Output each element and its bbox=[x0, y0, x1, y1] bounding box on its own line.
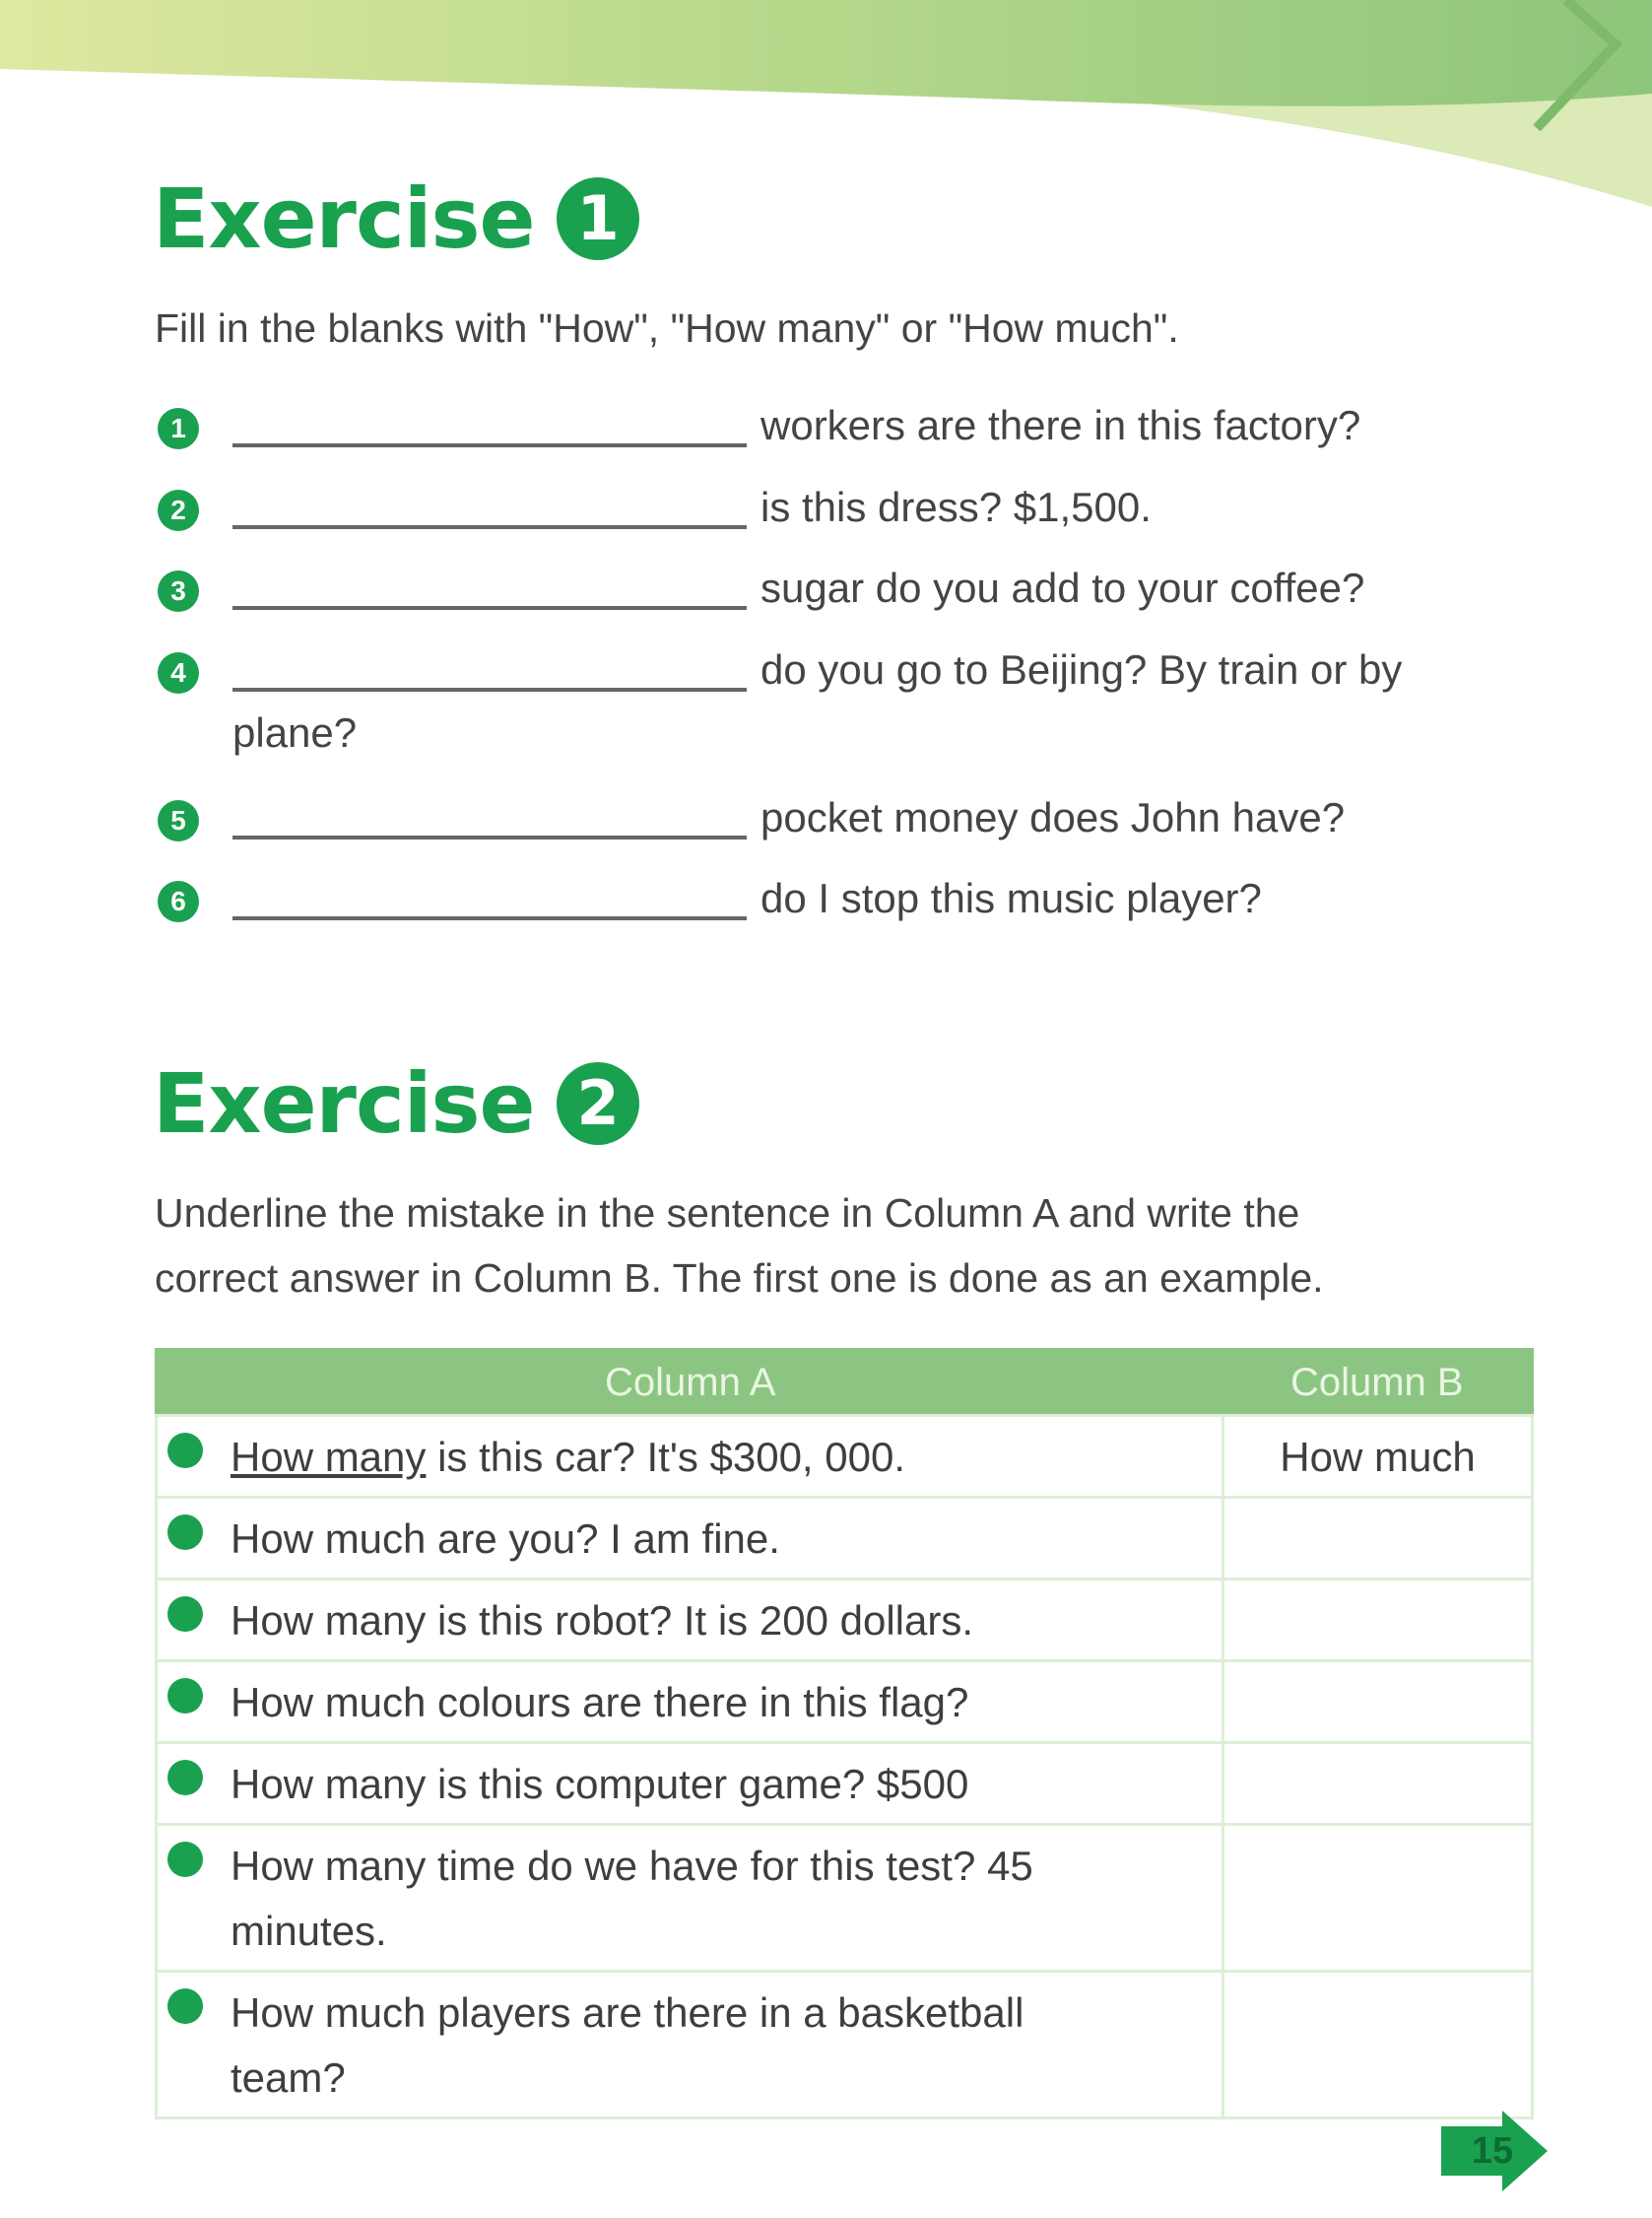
column-b-header: Column B bbox=[1223, 1350, 1533, 1416]
table-row bbox=[157, 1825, 1533, 1972]
column-a-cell bbox=[157, 1498, 1223, 1579]
sentence-text bbox=[231, 1425, 905, 1490]
column-b-answer[interactable] bbox=[1223, 1743, 1533, 1825]
table-header-row bbox=[157, 1350, 1533, 1416]
question-text: do you go to Beijing? By train or by bbox=[760, 646, 1403, 693]
column-a-header: Column A bbox=[157, 1350, 1223, 1416]
answer-blank[interactable] bbox=[232, 443, 747, 447]
question-row bbox=[158, 478, 1517, 537]
question-number-badge: 3 bbox=[158, 571, 199, 612]
sentence-text bbox=[231, 1834, 1033, 1964]
column-a-cell bbox=[157, 1972, 1223, 2118]
table-row bbox=[157, 1416, 1533, 1498]
sentence-text: How much are you? I am fine. bbox=[231, 1515, 780, 1562]
question-number-badge: 1 bbox=[158, 408, 199, 449]
column-b-answer[interactable] bbox=[1223, 1661, 1533, 1743]
table-row bbox=[157, 1661, 1533, 1743]
bullet-icon bbox=[167, 1760, 203, 1795]
question-number-badge: 5 bbox=[158, 800, 199, 841]
column-b-answer[interactable] bbox=[1223, 1825, 1533, 1972]
bullet-icon bbox=[167, 1988, 203, 2024]
bullet-icon bbox=[167, 1433, 203, 1468]
question-number-badge: 6 bbox=[158, 881, 199, 922]
sentence-text: How many is this computer game? $500 bbox=[231, 1761, 969, 1807]
question-text-continuation: plane? bbox=[232, 709, 358, 756]
sentence-line-1: How much players are there in a basketball bbox=[231, 1989, 1024, 2036]
question-text: is this dress? $1,500. bbox=[760, 484, 1152, 530]
answer-blank[interactable] bbox=[232, 836, 747, 840]
exercise-2-number-badge: 2 bbox=[557, 1062, 639, 1145]
exercise-2-title-text: Exercise bbox=[153, 1055, 535, 1152]
bullet-icon bbox=[167, 1842, 203, 1877]
question-text: do I stop this music player? bbox=[760, 875, 1262, 921]
column-a-cell bbox=[157, 1661, 1223, 1743]
bullet-icon bbox=[167, 1514, 203, 1550]
question-text: workers are there in this factory? bbox=[760, 402, 1361, 448]
column-a-cell bbox=[157, 1416, 1223, 1498]
column-a-cell bbox=[157, 1825, 1223, 1972]
column-a-cell bbox=[157, 1579, 1223, 1661]
exercise-1-number-badge: 1 bbox=[557, 177, 639, 260]
sentence-text bbox=[231, 1981, 1024, 2111]
sentence-rest: is this car? It's $300, 000. bbox=[426, 1434, 906, 1480]
question-row bbox=[158, 869, 1517, 928]
answer-blank[interactable] bbox=[232, 525, 747, 529]
question-row bbox=[158, 640, 1517, 700]
answer-blank[interactable] bbox=[232, 606, 747, 610]
sentence-line-1: How many time do we have for this test? 45 bbox=[231, 1843, 1033, 1889]
bullet-icon bbox=[167, 1678, 203, 1714]
sentence-line-2: team? bbox=[231, 2054, 346, 2101]
column-b-answer[interactable]: How much bbox=[1223, 1416, 1533, 1498]
exercise-1-instruction: Fill in the blanks with "How", "How many" or "How much". bbox=[155, 305, 1179, 351]
question-row bbox=[158, 559, 1517, 618]
page-number: 15 bbox=[1471, 2130, 1514, 2172]
underlined-mistake: How many bbox=[231, 1434, 427, 1480]
sentence-text: How many is this robot? It is 200 dollars. bbox=[231, 1597, 973, 1644]
question-text: pocket money does John have? bbox=[760, 794, 1346, 840]
answer-blank[interactable] bbox=[232, 688, 747, 692]
question-row bbox=[158, 396, 1517, 455]
question-number-badge: 2 bbox=[158, 490, 199, 531]
question-text: sugar do you add to your coffee? bbox=[760, 565, 1365, 611]
exercise-1-title-text: Exercise bbox=[153, 170, 535, 267]
table-row bbox=[157, 1579, 1533, 1661]
column-b-answer[interactable] bbox=[1223, 1579, 1533, 1661]
exercise-2-instruction-line-2: correct answer in Column B. The first one is done as an example. bbox=[155, 1255, 1324, 1301]
exercise-1-title bbox=[153, 170, 639, 267]
column-b-answer[interactable] bbox=[1223, 1972, 1533, 2118]
sentence-text: How much colours are there in this flag? bbox=[231, 1679, 969, 1725]
bullet-icon bbox=[167, 1596, 203, 1632]
table-row bbox=[157, 1972, 1533, 2118]
exercise-2-title bbox=[153, 1055, 639, 1152]
question-row bbox=[158, 788, 1517, 847]
sentence-line-2: minutes. bbox=[231, 1908, 387, 1954]
question-number-badge: 4 bbox=[158, 652, 199, 694]
exercise-2-instruction-line-1: Underline the mistake in the sentence in Column A and write the bbox=[155, 1190, 1300, 1236]
answer-blank[interactable] bbox=[232, 916, 747, 920]
table-row bbox=[157, 1498, 1533, 1579]
column-b-answer[interactable] bbox=[1223, 1498, 1533, 1579]
column-a-cell bbox=[157, 1743, 1223, 1825]
answer-table bbox=[155, 1348, 1534, 2119]
table-row bbox=[157, 1743, 1533, 1825]
